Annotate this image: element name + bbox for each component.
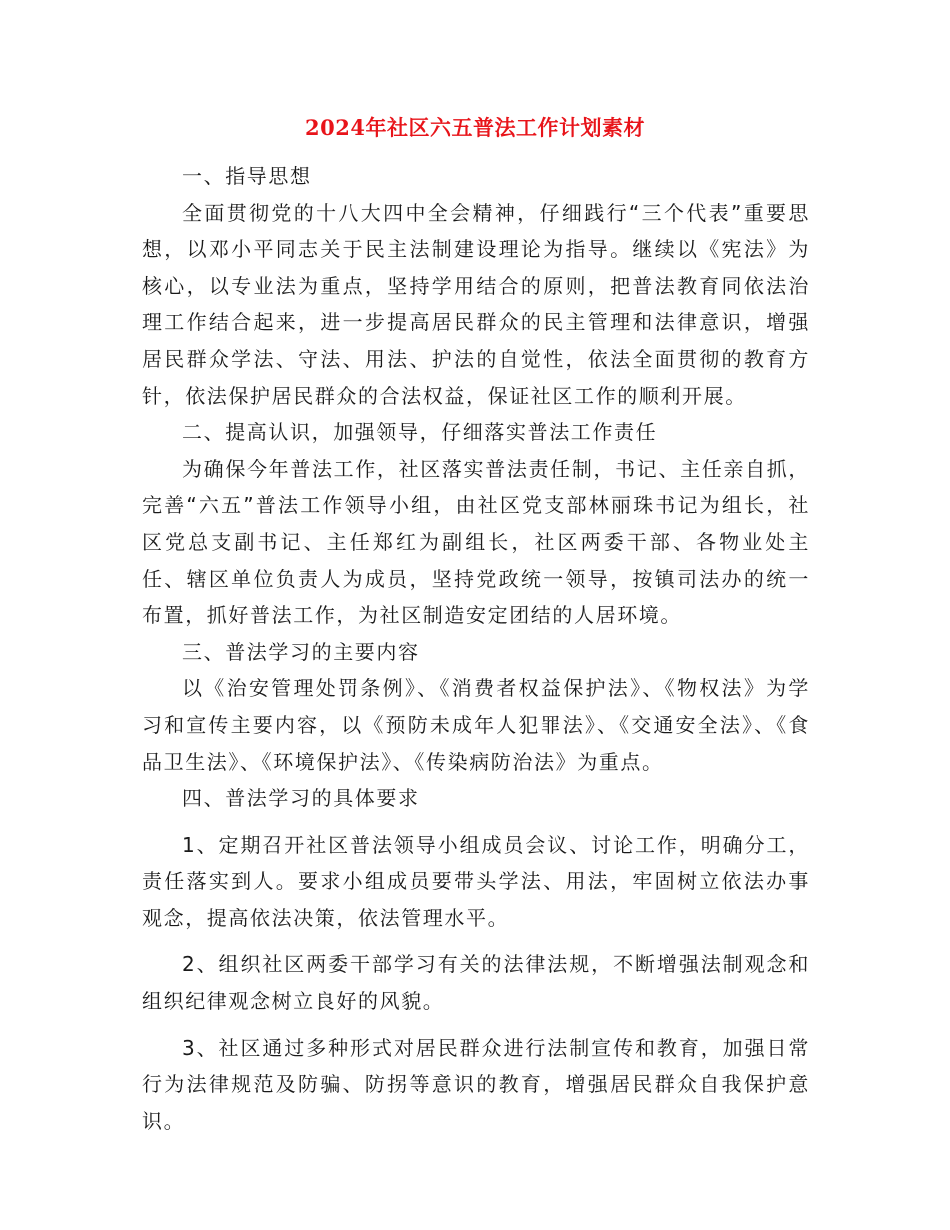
section-heading-2: 二、提高认识，加强领导，仔细落实普法工作责任 — [182, 420, 658, 445]
section-heading-1: 一、指导思想 — [182, 164, 312, 188]
requirement-item-3: 3、社区通过多种形式对居民群众进行法制宣传和教育，加强日常行为法律规范及防骗、防拐等意识的教育，增强居民群众自我保护意识。 — [142, 1035, 810, 1133]
paragraph-main-content: 以《治安管理处罚条例》、《消费者权益保护法》、《物权法》为学习和宣传主要内容，以《预防未成年人犯罪法》、《交通安全法》、《食品卫生法》、《环境保护法》、《传染病防治法》为重点。 — [142, 676, 810, 774]
section-heading-3: 三、普法学习的主要内容 — [182, 639, 420, 664]
document-body — [142, 158, 810, 1139]
requirement-item-1: 1、定期召开社区普法领导小组成员会议、讨论工作，明确分工，责任落实到人。要求小组成员要带头学法、用法，牢固树立依法办事观念，提高依法决策，依法管理水平。 — [142, 832, 810, 930]
section-heading-4: 四、普法学习的具体要求 — [182, 786, 420, 811]
paragraph-responsibility: 为确保今年普法工作，社区落实普法责任制，书记、主任亲自抓，完善“六五”普法工作领导小组，由社区党支部林丽珠书记为组长，社区党总支副书记、主任郑红为副组长，社区两委干部、各物业处主任、辖区单位负责人为成员，坚持党政统一领导，按镇司法办的统一布置，抓好普法工作，为社区制造安定团结的人居环境。 — [142, 456, 810, 628]
paragraph-guiding-thought: 全面贯彻党的十八大四中全会精神，仔细践行“三个代表”重要思想，以邓小平同志关于民主法制建设理论为指导。继续以《宪法》为核心，以专业法为重点，坚持学用结合的原则，把普法教育同依法治理工作结合起来，进一步提高居民群众的民主管理和法律意识，增强居民群众学法、守法、用法、护法的自觉性，依法全面贯彻的教育方针，依法保护居民群众的合法权益，保证社区工作的顺利开展。 — [142, 200, 810, 408]
document-title: 2024年社区六五普法工作计划素材 — [305, 115, 645, 140]
requirement-item-2: 2、组织社区两委干部学习有关的法律法规，不断增强法制观念和组织纪律观念树立良好的风貌。 — [142, 952, 810, 1014]
